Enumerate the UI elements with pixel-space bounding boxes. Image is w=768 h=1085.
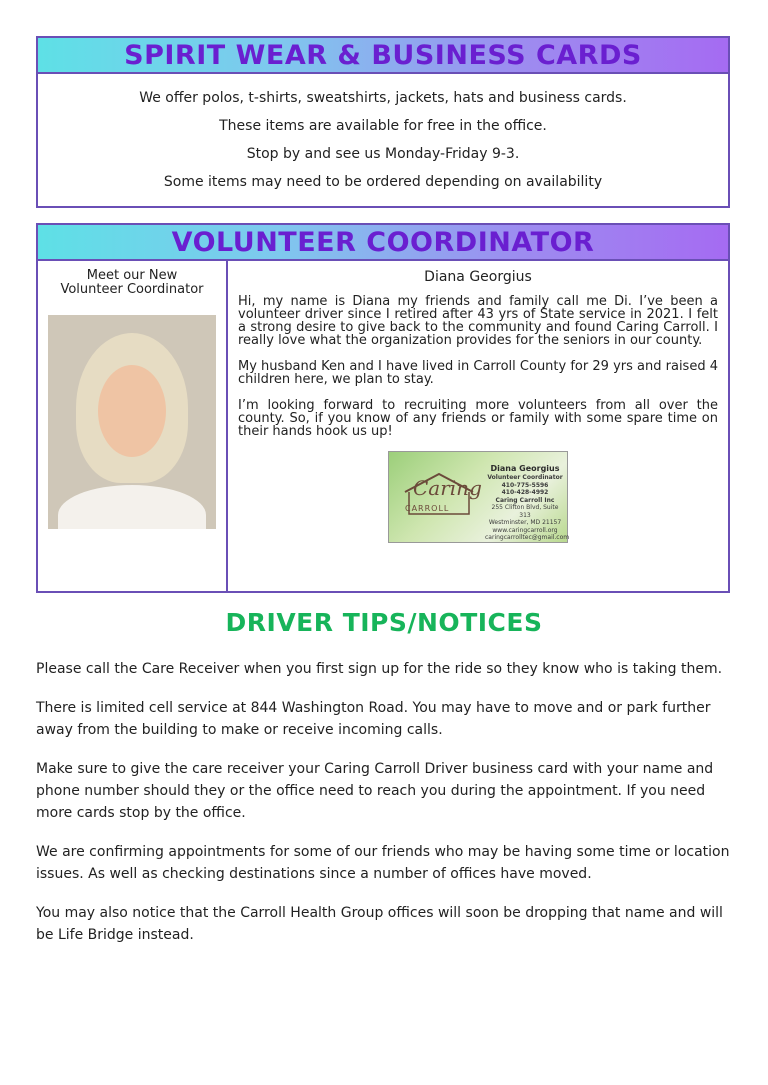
- coordinator-name: Diana Georgius: [424, 269, 532, 285]
- bio-paragraph: Hi, my name is Diana my friends and family call me Di. I’ve been a volunteer driver since I retired after 43 yrs of State service in 2021. I felt a strong desire to give back to the community and found Caring Carroll. I really love what the organization provides for the seniors in our county.: [238, 294, 718, 348]
- logo-word: Caring: [413, 476, 482, 500]
- card-address: 255 Clifton Blvd, Suite 313: [491, 504, 559, 519]
- card-web: www.caringcarroll.org: [492, 526, 558, 534]
- volunteer-banner: [38, 225, 728, 261]
- intro-caption-line1: Meet our New: [86, 268, 178, 283]
- card-phone2: 410-428-4992: [501, 489, 549, 496]
- intro-caption-line2: Volunteer Coordinator: [60, 282, 204, 297]
- spirit-wear-title: SPIRIT WEAR & BUSINESS CARDS: [124, 39, 642, 71]
- bio-paragraph: I’m looking forward to recruiting more volunteers from all over the county. So, if you know of any friends or family with some spare time on their hands hook us up!: [238, 398, 718, 439]
- driver-tip: Please call the Care Receiver when you first sign up for the ride so they know who is taking them.: [36, 661, 723, 677]
- volunteer-bio-column: [228, 261, 728, 591]
- driver-tips-title: DRIVER TIPS/NOTICES: [225, 608, 543, 637]
- spirit-line: These items are available for free in the office.: [219, 118, 547, 134]
- card-name: Diana Georgius: [490, 464, 560, 473]
- driver-tips-list: [36, 658, 736, 963]
- spirit-line: Some items may need to be ordered depending on availability: [163, 174, 603, 190]
- card-city: Westminster, MD 21157: [488, 519, 562, 526]
- spirit-line: We offer polos, t-shirts, sweatshirts, jackets, hats and business cards.: [139, 90, 627, 106]
- driver-tip: You may also notice that the Carroll Health Group offices will soon be dropping that name and will be Life Bridge instead.: [36, 905, 723, 943]
- driver-tip: Make sure to give the care receiver your Caring Carroll Driver business card with your name and phone number should they or the office need to reach you during the appointment. If you need more cards stop by the office.: [36, 761, 714, 821]
- logo-sub: CARROLL: [405, 504, 450, 513]
- driver-tip: We are confirming appointments for some of our friends who may be having some time or location issues. As well as checking destinations since a number of offices have moved.: [36, 844, 730, 882]
- coordinator-photo: [48, 315, 216, 529]
- volunteer-intro-column: [38, 261, 228, 591]
- card-org: Caring Carroll Inc: [495, 496, 555, 504]
- volunteer-coordinator-section: [36, 223, 730, 593]
- volunteer-title: VOLUNTEER COORDINATOR: [171, 226, 595, 258]
- bio-paragraph: My husband Ken and I have lived in Carroll County for 29 yrs and raised 4 children here, we plan to stay.: [238, 359, 718, 387]
- spirit-line: Stop by and see us Monday-Friday 9-3.: [246, 146, 520, 162]
- card-role: Volunteer Coordinator: [487, 474, 563, 481]
- business-card-image: [388, 451, 568, 543]
- card-email: caringcarrolltec@gmail.com: [485, 534, 570, 541]
- card-phone1: 410-775-5596: [501, 481, 549, 489]
- spirit-wear-text: [38, 74, 728, 196]
- spirit-wear-section: [36, 36, 730, 208]
- spirit-wear-banner: [38, 38, 728, 74]
- driver-tip: There is limited cell service at 844 Washington Road. You may have to move and or park further away from the building to make or receive incoming calls.: [36, 700, 711, 738]
